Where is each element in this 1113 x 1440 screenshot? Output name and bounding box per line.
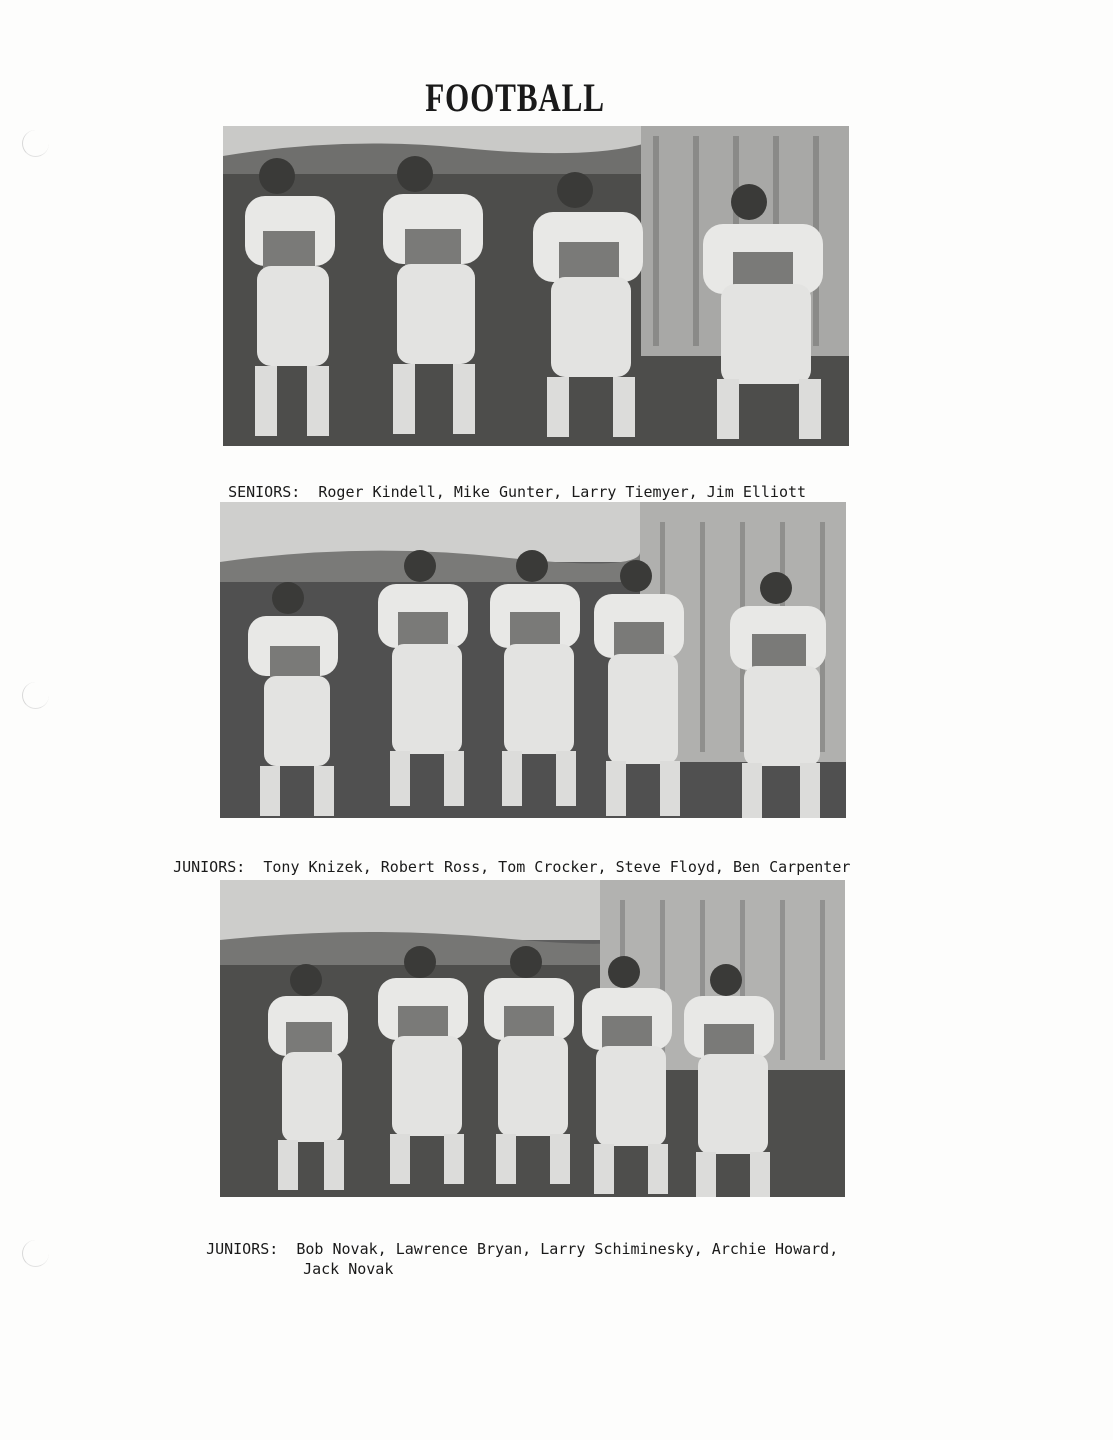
team-photo-icon (220, 880, 845, 1197)
juniors-team-photo (220, 880, 845, 1197)
team-photo-icon (223, 126, 849, 446)
team-photo-icon (220, 502, 846, 818)
caption-names: Tony Knizek, Robert Ross, Tom Crocker, Steve Floyd, Ben Carpenter (263, 858, 851, 876)
caption-label: SENIORS: (228, 483, 301, 501)
photo-caption (155, 837, 850, 877)
page-title: FOOTBALL (425, 75, 605, 120)
photo-caption (210, 462, 806, 502)
photo-caption-continued (285, 1239, 393, 1279)
caption-names: Roger Kindell, Mike Gunter, Larry Tiemyer, Jim Elliott (318, 483, 807, 501)
caption-names: Bob Novak, Lawrence Bryan, Larry Schiminesky, Archie Howard, (296, 1240, 839, 1258)
binder-hole-mark (22, 682, 49, 709)
seniors-team-photo (223, 126, 849, 446)
binder-hole-mark (22, 130, 49, 157)
caption-names: Jack Novak (303, 1260, 394, 1278)
caption-label: JUNIORS: (173, 858, 246, 876)
caption-label: JUNIORS: (206, 1240, 279, 1258)
juniors-team-photo (220, 502, 846, 818)
binder-hole-mark (22, 1240, 49, 1267)
